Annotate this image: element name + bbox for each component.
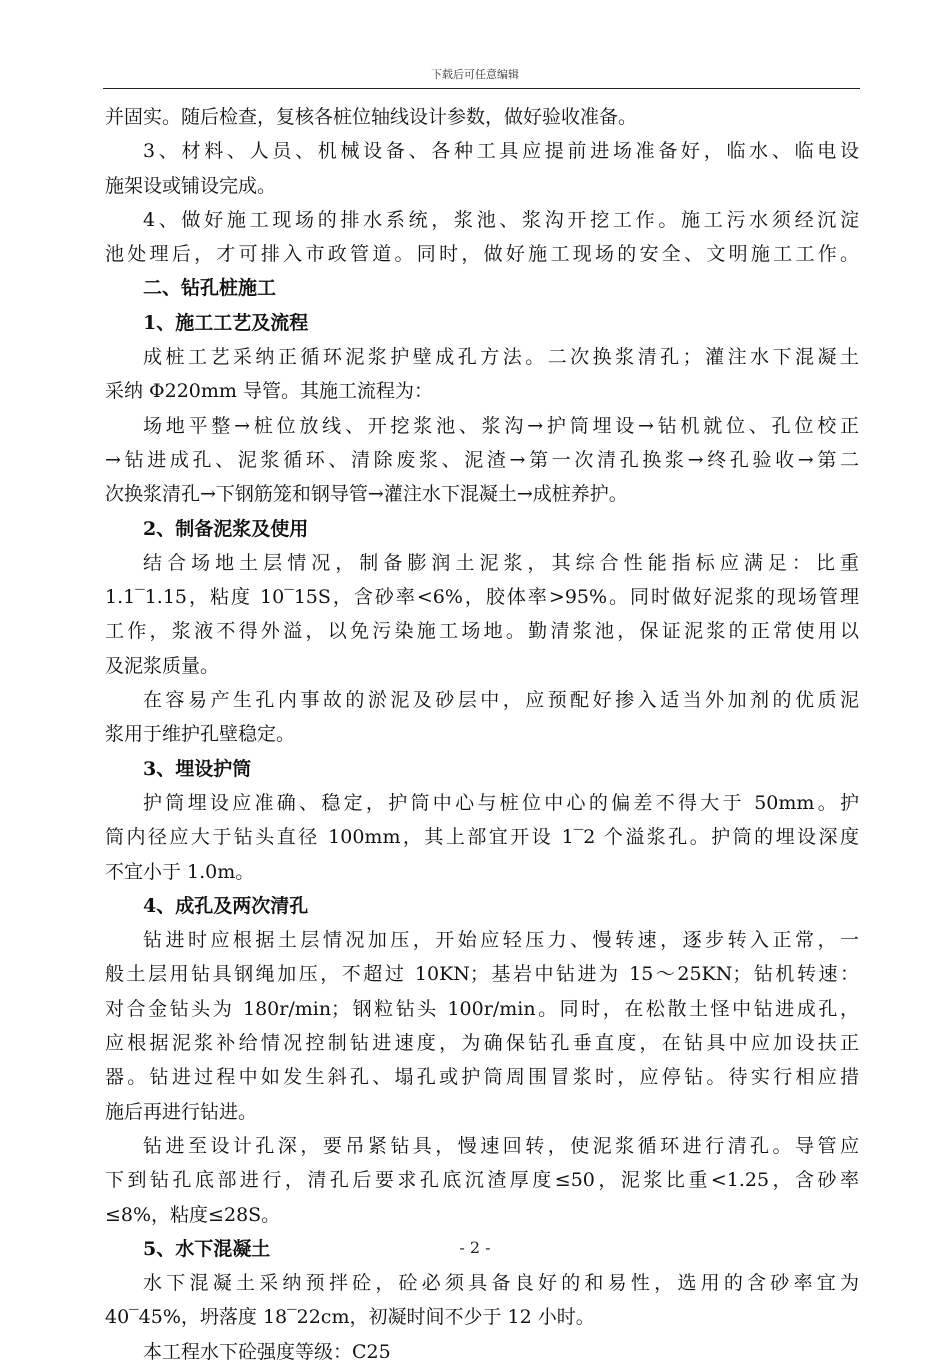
paragraph-line: 成桩工艺采纳正循环泥浆护壁成孔方法。二次换浆清孔；灌注水下混凝土 (143, 346, 859, 369)
paragraph-line: 及泥浆质量。 (105, 654, 220, 677)
paragraph-line: 般土层用钻具钢绳加压，不超过 10KN；基岩中钻进为 15～25KN；钻机转速： (105, 963, 859, 986)
paragraph-line: 在容易产生孔内事故的淤泥及砂层中，应预配好掺入适当外加剂的优质泥 (143, 689, 859, 712)
paragraph-line: 场地平整→桩位放线、开挖浆池、浆沟→护筒埋设→钻机就位、孔位校正 (143, 414, 859, 437)
paragraph-line: 器。钻进过程中如发生斜孔、塌孔或护筒周围冒浆时，应停钻。待实行相应措 (105, 1066, 859, 1089)
section-heading: 二、钻孔桩施工 (143, 277, 277, 300)
page-header: 下载后可任意编辑 (431, 68, 519, 81)
paragraph-line: 工作，浆液不得外溢，以免污染施工场地。勤清浆池，保证泥浆的正常使用以 (105, 620, 859, 643)
section-heading: 1、施工工艺及流程 (143, 311, 309, 334)
paragraph-line: 采纳 Φ220mm 导管。其施工流程为： (105, 380, 433, 403)
paragraph-line: 并固实。随后检查，复核各桩位轴线设计参数，做好验收准备。 (105, 106, 638, 128)
paragraph-line: →钻进成孔、泥浆循环、清除废浆、泥渣→第一次清孔换浆→终孔验收→第二 (105, 448, 859, 471)
paragraph-line: ≤8%，粘度≤28S。 (105, 1203, 281, 1226)
paragraph-line: 筒内径应大于钻头直径 100mm，其上部宜开设 1‾2 个溢浆孔。护筒的埋设深度 (105, 826, 859, 849)
paragraph-line: 应根据泥浆补给情况控制钻进速度，为确保钻孔垂直度，在钻具中应加设扶正 (105, 1032, 859, 1055)
paragraph-line: 不宜小于 1.0m。 (105, 860, 255, 883)
paragraph-line: 次换浆清孔→下钢筋笼和钢导管→灌注水下混凝土→成桩养护。 (105, 483, 628, 506)
section-heading: 3、埋设护筒 (143, 757, 252, 780)
section-heading: 5、水下混凝土 (143, 1237, 271, 1260)
paragraph-line: 池处理后，才可排入市政管道。同时，做好施工现场的安全、文明施工工作。 (105, 243, 859, 266)
paragraph-line: 本工程水下砼强度等级：C25 (143, 1340, 391, 1363)
paragraph-line: 结合场地土层情况，制备膨润土泥浆，其综合性能指标应满足：比重 (143, 551, 859, 574)
section-heading: 4、成孔及两次清孔 (143, 894, 309, 917)
section-heading: 2、制备泥浆及使用 (143, 517, 309, 540)
paragraph-line: 浆用于维护孔壁稳定。 (105, 723, 296, 746)
document-body (105, 100, 859, 1369)
paragraph-line: 施后再进行钻进。 (105, 1100, 258, 1123)
paragraph-line: 下到钻孔底部进行，清孔后要求孔底沉渣厚度≤50，泥浆比重<1.25，含砂率 (105, 1169, 859, 1192)
paragraph-line: 1.1‾1.15，粘度 10‾15S，含砂率<6%，胶体率>95%。同时做好泥浆的现场管理 (105, 586, 859, 609)
paragraph-line: 施架设或铺设完成。 (105, 174, 277, 197)
paragraph-line: 护筒埋设应准确、稳定，护筒中心与桩位中心的偏差不得大于 50mm。护 (143, 791, 859, 814)
paragraph-line: 钻进时应根据土层情况加压，开始应轻压力、慢转速，逐步转入正常，一 (143, 929, 859, 952)
paragraph-line: 40‾45%，坍落度 18‾22cm，初凝时间不少于 12 小时。 (105, 1306, 595, 1329)
paragraph-line: 3、材料、人员、机械设备、各种工具应提前进场准备好，临水、临电设 (143, 140, 859, 163)
header-divider (103, 88, 860, 89)
paragraph-line: 4、做好施工现场的排水系统，浆池、浆沟开挖工作。施工污水须经沉淀 (143, 208, 859, 231)
page-number: - 2 - (459, 1238, 491, 1257)
paragraph-line: 钻进至设计孔深，要吊紧钻具，慢速回转，使泥浆循环进行清孔。导管应 (143, 1134, 859, 1157)
paragraph-line: 对合金钻头为 180r/min；钢粒钻头 100r/min。同时，在松散土怪中钻进成孔， (105, 997, 859, 1020)
paragraph-line: 水下混凝土采纳预拌砼，砼必须具备良好的和易性，选用的含砂率宜为 (143, 1272, 859, 1295)
